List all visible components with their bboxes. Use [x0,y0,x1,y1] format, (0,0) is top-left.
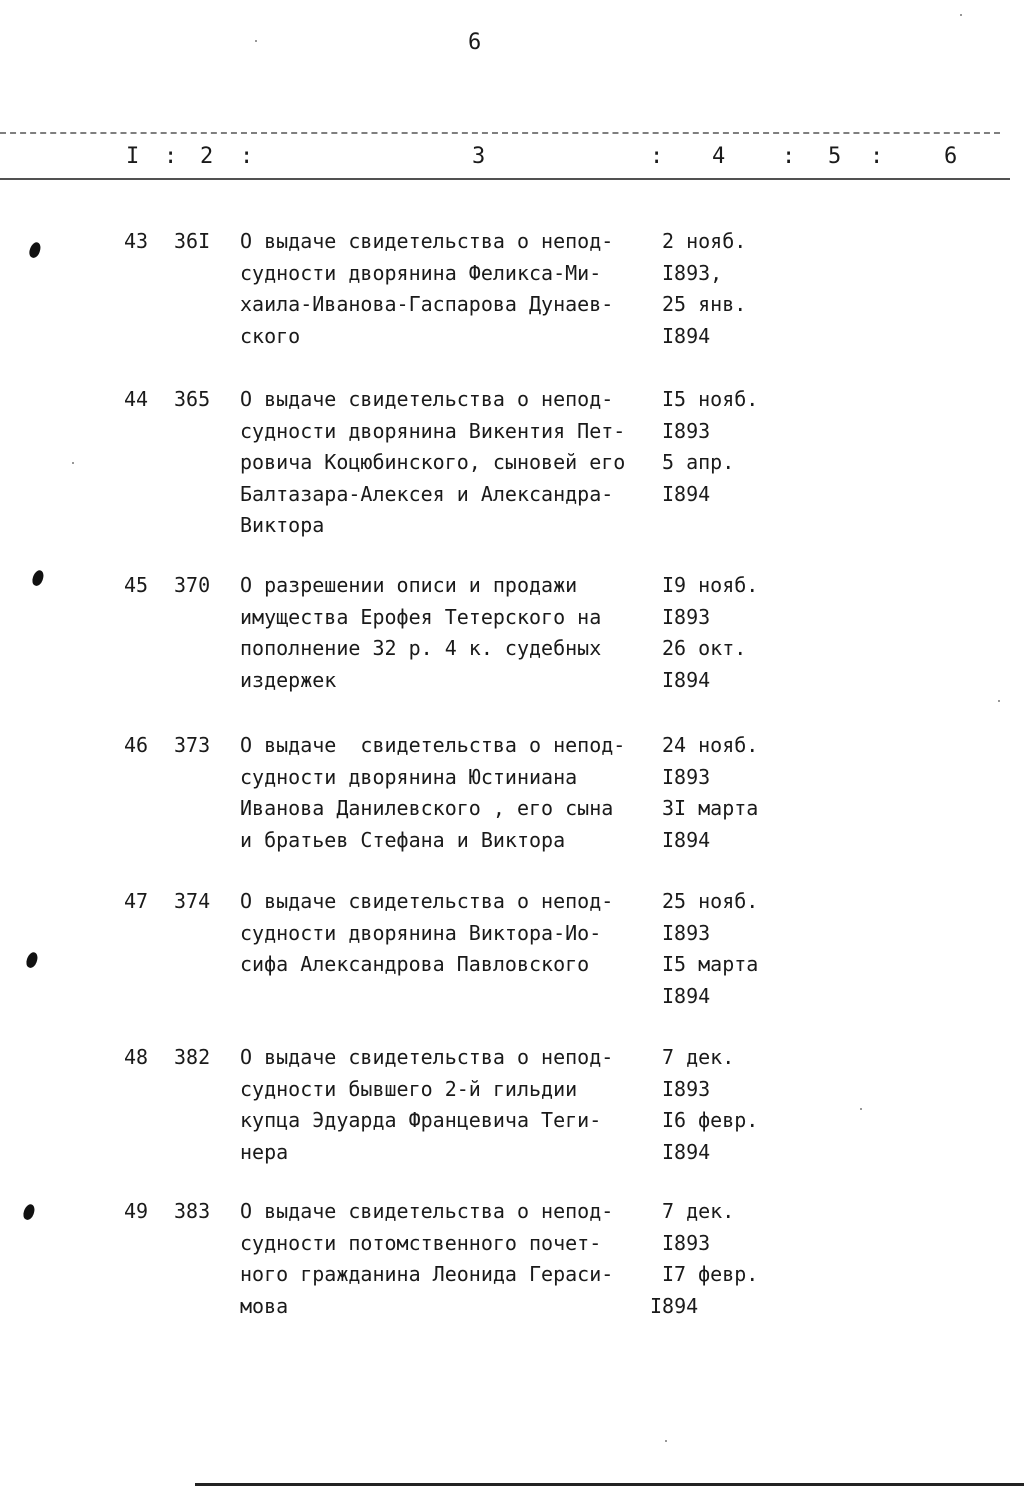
column-header-3: 3 [472,144,486,169]
date-end-day: 5 апр. [662,450,735,474]
date-start-day: 2 нояб. [662,229,747,253]
description-line: нера [240,1139,289,1164]
date-end-day: I7 февр. [662,1262,759,1286]
scan-speck [860,1108,862,1110]
description-line: имущества Ерофея Тетерского на [240,604,602,629]
punch-hole-mark [22,1203,37,1221]
entry-description [240,1042,660,1168]
entry-file-code: 383 [174,1199,211,1223]
entry-file-code: 370 [174,573,211,597]
date-start-year: I893 [662,418,711,443]
description-line: О разрешении описи и продажи [240,573,578,597]
entry-description [240,886,660,981]
description-line: О выдаче свидетельства о непод- [240,889,614,913]
column-header-6: 6 [944,144,958,169]
entry-file-code: 373 [174,733,211,757]
column-header-5: 5 [828,144,842,169]
entry-file-code: 382 [174,1045,211,1069]
description-line: О выдаче свидетельства о непод- [240,733,626,757]
date-start-year: I893 [662,920,711,945]
entry-dates [650,1196,792,1322]
entry-dates [662,570,792,696]
date-end-year: I894 [662,323,711,348]
entry-number: 48 [124,1045,149,1069]
description-line: мова [240,1293,289,1318]
description-line: купца Эдуарда Францевича Теги- [240,1108,602,1132]
entry-description [240,730,660,856]
entry-file-code: 374 [174,889,211,913]
punch-hole-mark [25,951,40,969]
column-header-4: 4 [712,144,726,169]
date-start-day: 24 нояб. [662,733,759,757]
entry-dates [662,1042,792,1168]
scan-speck [255,40,257,42]
entry-description [240,384,660,542]
description-line: О выдаче свидетельства о непод- [240,1199,614,1223]
date-start-year: I893 [662,1230,711,1255]
description-line: сифа Александрова Павловского [240,952,590,976]
description-line: судности потомственного почет- [240,1230,602,1255]
description-line: О выдаче свидетельства о непод- [240,387,614,411]
description-line: О выдаче свидетельства о непод- [240,229,614,253]
description-line: Виктора [240,513,325,537]
date-end-year: I894 [662,1139,711,1164]
entry-dates [662,384,792,510]
description-line: ского [240,323,301,348]
date-end-year: I894 [650,1293,699,1318]
date-end-year: I894 [662,827,711,852]
page-number: 6 [468,30,482,55]
description-line: и братьев Стефана и Виктора [240,827,566,852]
description-line: Балтазара-Алексея и Александра- [240,481,614,506]
scan-speck [665,1440,667,1442]
column-header-2: 2 [200,144,214,169]
description-line: О выдаче свидетельства о непод- [240,1045,614,1069]
entry-number: 44 [124,387,149,411]
punch-hole-mark [31,569,46,587]
description-line: судности дворянина Юстиниана [240,764,578,789]
entry-dates [662,886,792,1012]
date-start-day: I5 нояб. [662,387,759,411]
entry-file-code: 365 [174,387,211,411]
column-separator: : [164,144,178,169]
entry-description [240,226,660,352]
scan-speck [998,700,1000,702]
date-end-day: I6 февр. [662,1108,759,1132]
entry-dates [662,226,792,352]
column-separator: : [240,144,254,169]
entry-number: 47 [124,889,149,913]
date-start-year: I893 [662,764,711,789]
column-separator: : [870,144,884,169]
date-end-year: I894 [662,983,711,1008]
date-start-day: 25 нояб. [662,889,759,913]
description-line: судности дворянина Викентия Пет- [240,418,626,443]
entry-description [240,570,660,696]
date-end-day: I5 марта [662,952,759,976]
description-line: судности дворянина Виктора-Ио- [240,920,602,945]
description-line: издержек [240,667,337,692]
description-line: пополнение 32 р. 4 к. судебных [240,636,602,660]
header-bottom-rule [0,178,1010,180]
column-header-1: I [126,144,140,169]
date-start-year: I893 [662,1076,711,1101]
column-separator: : [782,144,796,169]
description-line: судности бывшего 2-й гильдии [240,1076,578,1101]
date-end-year: I894 [662,667,711,692]
entry-number: 43 [124,229,149,253]
scan-speck [960,14,962,16]
punch-hole-mark [28,241,43,259]
date-end-day: 26 окт. [662,636,747,660]
entry-dates [662,730,792,856]
header-top-rule [0,132,1000,134]
date-end-day: 25 янв. [662,292,747,316]
date-start-year: I893 [662,604,711,629]
description-line: ровича Коцюбинского, сыновей его [240,450,626,474]
date-start-day: I9 нояб. [662,573,759,597]
entry-description [240,1196,660,1322]
description-line: судности дворянина Феликса-Ми- [240,260,602,285]
date-end-day: 3I марта [662,796,759,820]
column-separator: : [650,144,664,169]
description-line: ного гражданина Леонида Гераси- [240,1262,614,1286]
entry-file-code: 36I [174,229,211,253]
entry-number: 49 [124,1199,149,1223]
entry-number: 46 [124,733,149,757]
entry-number: 45 [124,573,149,597]
date-end-year: I894 [662,481,711,506]
description-line: Иванова Данилевского , его сына [240,796,614,820]
date-start-day: 7 дек. [662,1199,735,1223]
date-start-day: 7 дек. [662,1045,735,1069]
date-start-year: I893, [662,260,723,285]
description-line: хаила-Иванова-Гаспарова Дунаев- [240,292,614,316]
footer-rule [195,1483,1024,1486]
scan-speck [72,462,74,464]
